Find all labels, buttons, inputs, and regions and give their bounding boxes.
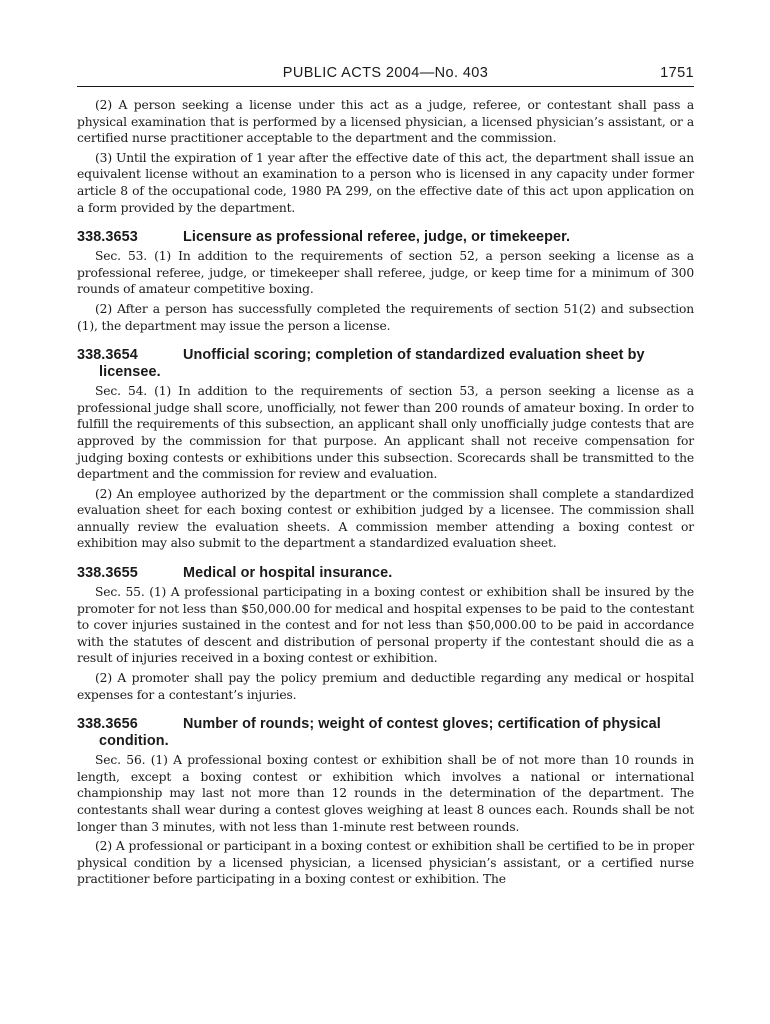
section-title: Unofficial scoring; completion of standardized evaluation sheet by licensee. bbox=[99, 347, 645, 381]
paragraph: (3) Until the expiration of 1 year after the effective date of this act, the department shall issue an equivalent license without an examination to a person who is licensed in any capacity under former article 8 of the occupational code, 1980 PA 299, on the effective date of this act upon application on a form provided by the department. bbox=[77, 150, 694, 215]
paragraph: (2) A person seeking a license under this act as a judge, referee, or contestant shall pass a physical examination that is performed by a licensed physician, a licensed physician’s assistant, or a certified nurse practitioner acceptable to the department and the commission. bbox=[77, 98, 694, 146]
section-338-3653 bbox=[77, 229, 694, 334]
section-338-3654 bbox=[77, 347, 694, 552]
section-number: 338.3656 bbox=[77, 716, 138, 733]
paragraph: Sec. 53. (1) In addition to the requirements of section 52, a person seeking a license as a professional referee, judge, or timekeeper shall referee, judge, or keep time for a minimum of 300 rounds of amateur competitive boxing. bbox=[77, 249, 694, 297]
paragraph: (2) An employee authorized by the department or the commission shall complete a standardized evaluation sheet for each boxing contest or exhibition judged by a licensee. The commission shall annually review the evaluation sheets. A commission member attending a boxing contest or exhibition may also submit to the department a standardized evaluation sheet. bbox=[77, 486, 694, 551]
page-number: 1751 bbox=[660, 65, 694, 81]
document-page bbox=[77, 62, 694, 888]
section-title: Medical or hospital insurance. bbox=[183, 565, 393, 582]
section-338-3656 bbox=[77, 716, 694, 888]
paragraph: (2) A professional or participant in a boxing contest or exhibition shall be certified to be in proper physical condition by a licensed physician, a licensed physician’s assistant, or a certified nurse practitioner before participating in a boxing contest or exhibition. The bbox=[77, 839, 694, 887]
section-number: 338.3655 bbox=[77, 565, 138, 582]
section-heading bbox=[77, 347, 694, 381]
section-title: Licensure as professional referee, judge, or timekeeper. bbox=[183, 229, 571, 246]
section-heading bbox=[77, 716, 694, 750]
running-title: PUBLIC ACTS 2004—No. 403 bbox=[282, 65, 489, 81]
paragraph: Sec. 56. (1) A professional boxing contest or exhibition shall be of not more than 10 rounds in length, except a boxing contest or exhibition which involves a national or international championship may last not more than 12 rounds in the determination of the department. The contestants shall wear during a contest gloves weighing at least 8 ounces each. Rounds shall be not longer than 3 minutes, with not less than 1-minute rest between rounds. bbox=[77, 753, 694, 834]
section-heading bbox=[77, 565, 694, 582]
section-heading bbox=[77, 229, 694, 246]
paragraph: Sec. 54. (1) In addition to the requirements of section 53, a person seeking a license as a professional judge shall score, unofficially, not fewer than 200 rounds of amateur boxing. In order to fulfill the requirements of this subsection, an applicant shall only unofficially judge contests that are approved by the commission for that purpose. An applicant shall not receive compensation for judging boxing contests or exhibitions under this subsection. Scorecards shall be transmitted to the department and the commission for review and evaluation. bbox=[77, 384, 694, 482]
intro-block bbox=[77, 97, 694, 216]
running-header bbox=[77, 62, 694, 87]
section-338-3655 bbox=[77, 565, 694, 703]
paragraph: (2) After a person has successfully completed the requirements of section 51(2) and subsection (1), the department may issue the person a license. bbox=[77, 301, 694, 333]
section-title: Number of rounds; weight of contest gloves; certification of physical condition. bbox=[99, 716, 661, 750]
paragraph: (2) A promoter shall pay the policy premium and deductible regarding any medical or hospital expenses for a contestant’s injuries. bbox=[77, 671, 694, 702]
paragraph: Sec. 55. (1) A professional participating in a boxing contest or exhibition shall be insured by the promoter for not less than $50,000.00 for medical and hospital expenses to be paid to the contestant to cover injuries sustained in the contest and for not less than $50,000.00 to be paid in accordance with the statutes of descent and distribution of personal property if the contestant should die as a result of injuries received in a boxing contest or exhibition. bbox=[77, 585, 694, 666]
section-number: 338.3654 bbox=[77, 347, 138, 364]
section-number: 338.3653 bbox=[77, 229, 138, 246]
